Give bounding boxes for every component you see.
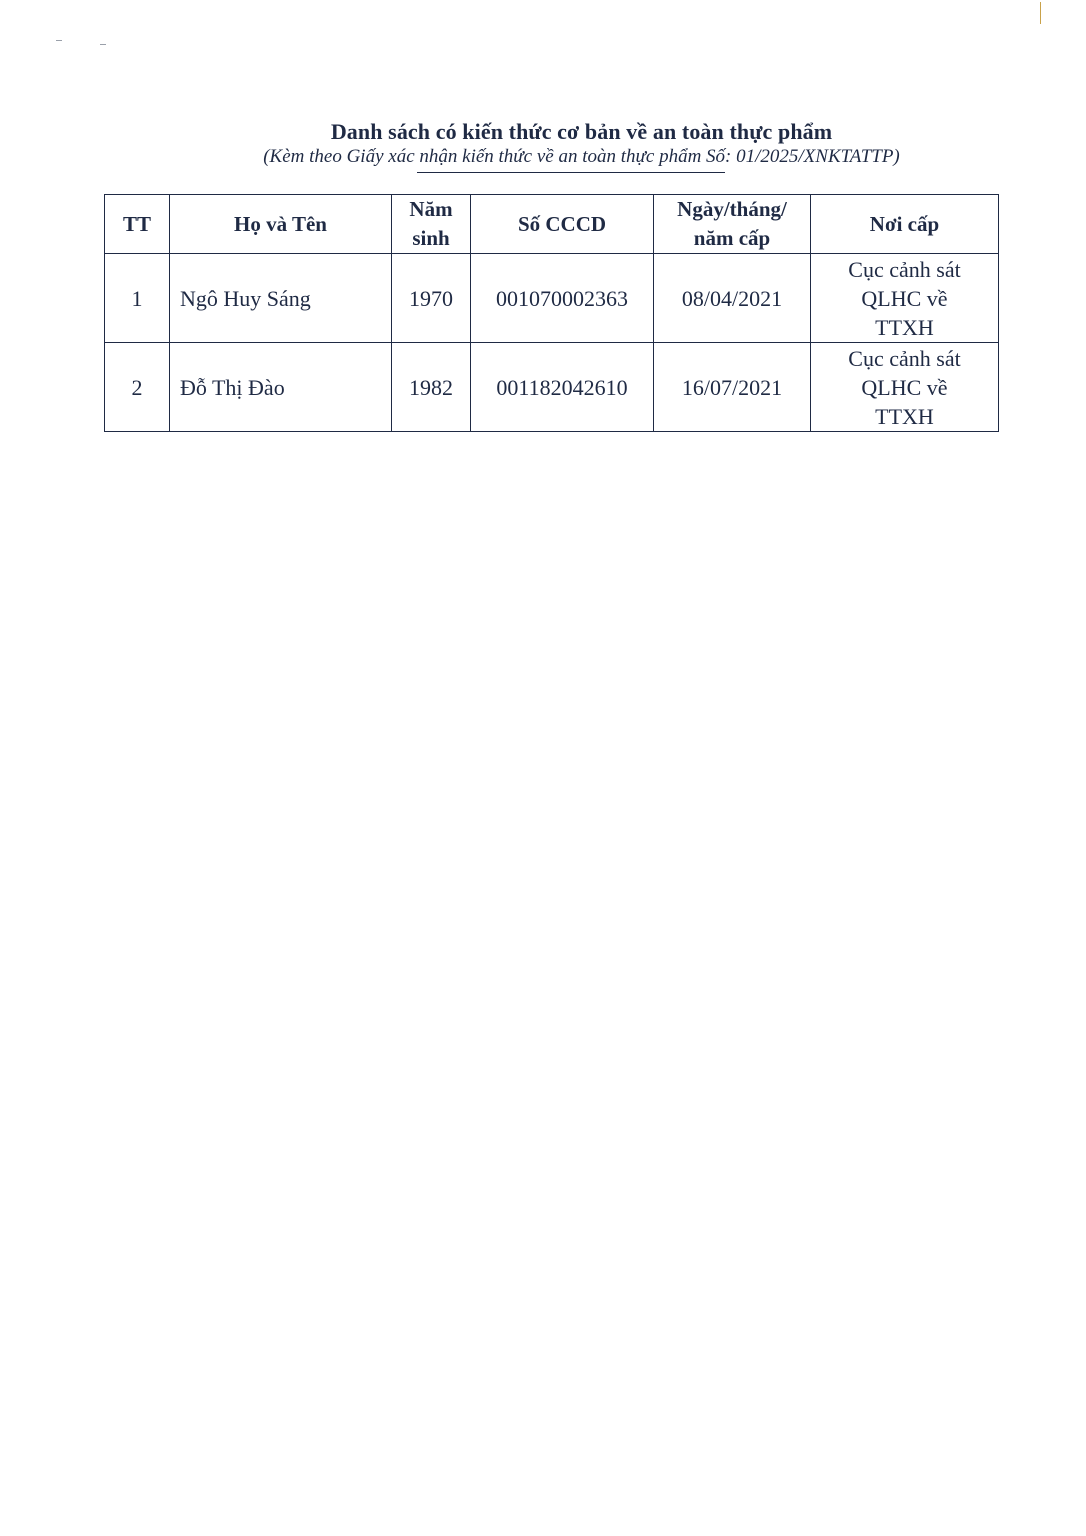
scan-artifact [56,40,62,41]
cell-birth-year: 1970 [392,254,471,343]
document-subtitle: (Kèm theo Giấy xác nhận kiến thức về an toàn thực phẩm Số: 01/2025/XNKTATTP) [263,146,900,167]
document-title: Danh sách có kiến thức cơ bản về an toàn thực phẩm [330,119,833,144]
cell-id-number: 001182042610 [471,343,654,432]
header-issuer: Nơi cấp [811,195,999,254]
header-name: Họ và Tên [170,195,392,254]
cell-id-number: 001070002363 [471,254,654,343]
cell-name: Ngô Huy Sáng [170,254,392,343]
cell-issue-date: 16/07/2021 [654,343,811,432]
header-birth-year: Năm sinh [392,195,471,254]
cell-tt: 2 [105,343,170,432]
scan-artifact [1040,2,1041,24]
cell-issue-date: 08/04/2021 [654,254,811,343]
table-header-row [105,195,999,254]
header-issue-date: Ngày/tháng/ năm cấp [654,195,811,254]
cell-tt: 1 [105,254,170,343]
table-row [105,254,999,343]
roster-table [104,194,999,432]
scan-artifact [100,44,106,45]
table-row [105,343,999,432]
header-tt: TT [105,195,170,254]
cell-issuer: Cục cảnh sát QLHC về TTXH [811,254,999,343]
cell-issuer: Cục cảnh sát QLHC về TTXH [811,343,999,432]
cell-name: Đỗ Thị Đào [170,343,392,432]
subtitle-underline [417,172,725,173]
header-id-number: Số CCCD [471,195,654,254]
cell-birth-year: 1982 [392,343,471,432]
